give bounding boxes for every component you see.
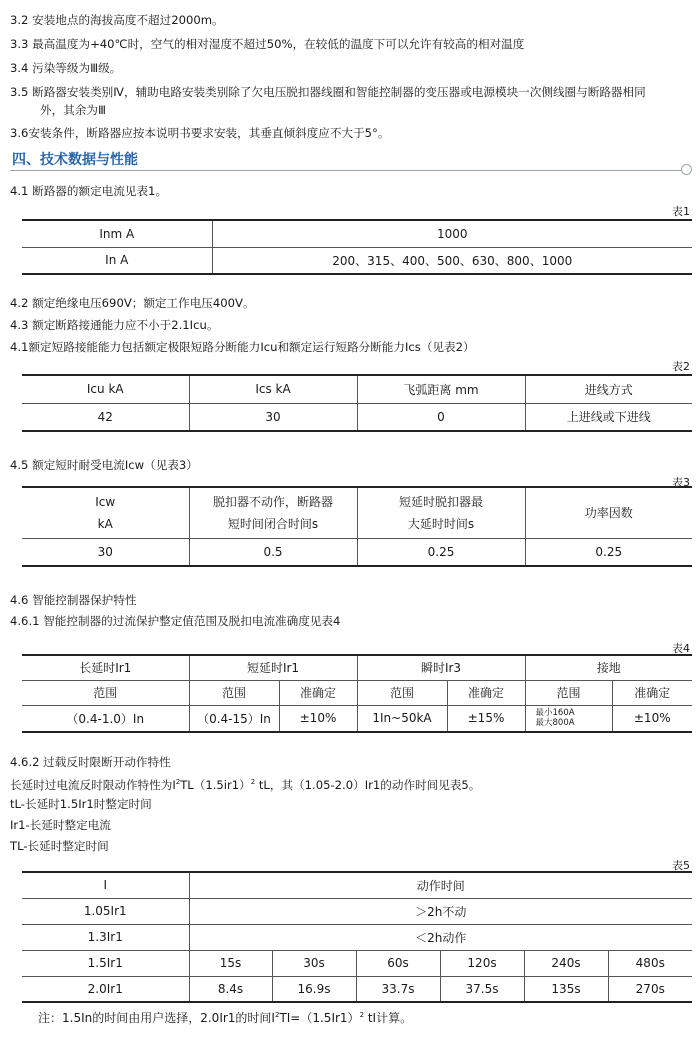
table-cell: 37.5s [440, 976, 524, 1002]
header-line: 大延时时间s [407, 516, 475, 531]
definition-ir1: Ir1-长延时整定电流 [10, 818, 111, 832]
definition-tl: tL-长延时1.5Ir1时整定时间 [10, 797, 152, 811]
para-4-6: 4.6 智能控制器保护特性 [10, 593, 137, 607]
table-header-cell: 接地 [525, 655, 692, 680]
table-header-cell: Ics kA [189, 375, 357, 403]
table2-label: 表2 [672, 360, 690, 373]
table-cell: 30s [272, 950, 356, 976]
table-header-cell: 飞弧距离 mm [357, 375, 525, 403]
table-row [22, 487, 692, 538]
table-row [22, 403, 692, 431]
table-cell: ＞2h不动 [189, 898, 692, 924]
table-cell: 0 [357, 403, 525, 431]
table-cell: 1.3Ir1 [22, 924, 189, 950]
para-4-2: 4.2 额定绝缘电压690V；额定工作电压400V。 [10, 296, 255, 310]
table-cell: 0.25 [357, 538, 525, 566]
table-cell: 270s [608, 976, 692, 1002]
para-4-6-1: 4.6.1 智能控制器的过流保护整定值范围及脱扣电流准确度见表4 [10, 614, 341, 628]
table-cell: 0.5 [189, 538, 357, 566]
para-3-5: 3.5 断路器安装类别Ⅳ，辅助电路安装类别除了欠电压脱扣器线圈和智能控制器的变压器或电源模块一次侧线圈与断路器相同 [10, 85, 646, 99]
table-cell: 2.0Ir1 [22, 976, 189, 1002]
table-cell [525, 705, 612, 732]
table-cell: 8.4s [189, 976, 272, 1002]
table-cell: In A [22, 247, 212, 274]
table-subheader-cell: 准确定 [612, 680, 692, 705]
table-row [22, 898, 692, 924]
table-cell: 240s [524, 950, 608, 976]
table-header-cell: 长延时Ir1 [22, 655, 189, 680]
section-divider [10, 170, 686, 171]
header-line: Icw [95, 494, 116, 509]
table-subheader-cell: 准确定 [279, 680, 357, 705]
table-row [22, 872, 692, 898]
table-header-cell [189, 487, 357, 538]
superscript: 2 [274, 1011, 280, 1019]
para-4-6-2: 4.6.2 过载反时限断开动作特性 [10, 755, 171, 769]
table-cell: 120s [440, 950, 524, 976]
table-header-cell: Icu kA [22, 375, 189, 403]
table-cell: 1000 [212, 220, 692, 247]
table-cell: Inm A [22, 220, 212, 247]
table-row [22, 705, 692, 732]
note-text: TI=（1.5Ir1） [279, 1011, 360, 1025]
table-cell: 135s [524, 976, 608, 1002]
header-line: 脱扣器不动作，断路器 [212, 494, 333, 509]
table-cell: （0.4-15）In [189, 705, 279, 732]
table-cell: 16.9s [272, 976, 356, 1002]
header-line: 短时间闭合时间s [227, 516, 319, 531]
para-3-3: 3.3 最高温度为+40℃时，空气的相对湿度不超过50%，在较低的温度下可以允许有较高的相对温度 [10, 37, 525, 51]
note-text: tI计算。 [364, 1011, 413, 1025]
divider-end-circle [681, 164, 692, 175]
table-cell: 上进线或下进线 [525, 403, 692, 431]
table-header-cell [357, 487, 525, 538]
table-row [22, 680, 692, 705]
table3-label: 表3 [672, 476, 690, 489]
para-4-1: 4.1 断路器的额定电流见表1。 [10, 184, 168, 198]
para-4-3: 4.3 额定断路接通能力应不小于2.1Icu。 [10, 318, 219, 332]
table-header-cell: 短延时Ir1 [189, 655, 357, 680]
table-cell: 200、315、400、500、630、800、1000 [212, 247, 692, 274]
superscript: 2 [359, 1011, 365, 1019]
table5-label: 表5 [672, 859, 690, 872]
para-4-5: 4.5 额定短时耐受电流Icw（见表3） [10, 458, 198, 472]
table-subheader-cell: 准确定 [447, 680, 525, 705]
table-header-cell: 瞬时Ir3 [357, 655, 525, 680]
table-row [22, 538, 692, 566]
table5 [22, 871, 692, 1003]
table-cell: ±10% [279, 705, 357, 732]
table-row [22, 950, 692, 976]
table1 [22, 219, 692, 275]
table-cell: 60s [356, 950, 440, 976]
header-line: kA [97, 516, 113, 531]
definition-TL: TL-长延时整定时间 [10, 839, 109, 853]
table-cell: 33.7s [356, 976, 440, 1002]
table-row [22, 976, 692, 1002]
ground-min: 最小160A [535, 708, 575, 719]
header-line: 短延时脱扣器最 [398, 494, 483, 509]
table-cell: 1In~50kA [357, 705, 447, 732]
table1-label: 表1 [672, 205, 690, 218]
table-row [22, 220, 692, 247]
para-3-2: 3.2 安装地点的海拔高度不超过2000m。 [10, 13, 224, 27]
table-cell: 15s [189, 950, 272, 976]
table-header-cell: 进线方式 [525, 375, 692, 403]
para-3-5-cont: 外，其余为Ⅲ [40, 103, 106, 117]
formula-text: 长延时过电流反时限动作特性为I [10, 777, 176, 792]
superscript: 2 [250, 778, 256, 786]
table-cell: ±10% [612, 705, 692, 732]
table-cell: 42 [22, 403, 189, 431]
table-subheader-cell: 范围 [189, 680, 279, 705]
para-3-6: 3.6安装条件，断路器应按本说明书要求安装，其垂直倾斜度应不大于5°。 [10, 126, 390, 140]
para-4-4: 4.1额定短路接能能力包括额定极限短路分断能力Icu和额定运行短路分断能力Ics（见表2） [10, 340, 475, 354]
table-header-cell: I [22, 872, 189, 898]
table-header-cell [22, 487, 189, 538]
ground-max: 最大800A [535, 718, 575, 729]
table-cell: （0.4-1.0）In [22, 705, 189, 732]
table4 [22, 654, 692, 733]
table-row [22, 247, 692, 274]
formula-text: TL（1.5ir1） [180, 777, 251, 792]
table-cell: ＜2h动作 [189, 924, 692, 950]
table4-label: 表4 [672, 642, 690, 655]
formula-text: tL，其（1.05-2.0）Ir1的动作时间见表5。 [255, 777, 481, 792]
table-cell: 30 [22, 538, 189, 566]
para-3-4: 3.4 污染等级为Ⅲ级。 [10, 61, 122, 75]
table-cell: 1.05Ir1 [22, 898, 189, 924]
table-row [22, 655, 692, 680]
table-header-cell: 功率因数 [525, 487, 692, 538]
table-subheader-cell: 范围 [22, 680, 189, 705]
table-row [22, 375, 692, 403]
table-subheader-cell: 范围 [357, 680, 447, 705]
superscript: 2 [175, 778, 181, 786]
table3 [22, 486, 692, 567]
table-subheader-cell: 范围 [525, 680, 612, 705]
table-header-cell: 动作时间 [189, 872, 692, 898]
table-row [22, 924, 692, 950]
table-cell: ±15% [447, 705, 525, 732]
note-text: 注：1.5In的时间由用户选择，2.0Ir1的时间I [38, 1011, 275, 1025]
table-cell: 1.5Ir1 [22, 950, 189, 976]
table5-note [38, 1008, 412, 1025]
section-title: 四、技术数据与性能 [12, 152, 138, 168]
table-cell: 0.25 [525, 538, 692, 566]
formula-line [10, 775, 480, 792]
table2 [22, 374, 692, 432]
table-cell: 30 [189, 403, 357, 431]
table-cell: 480s [608, 950, 692, 976]
